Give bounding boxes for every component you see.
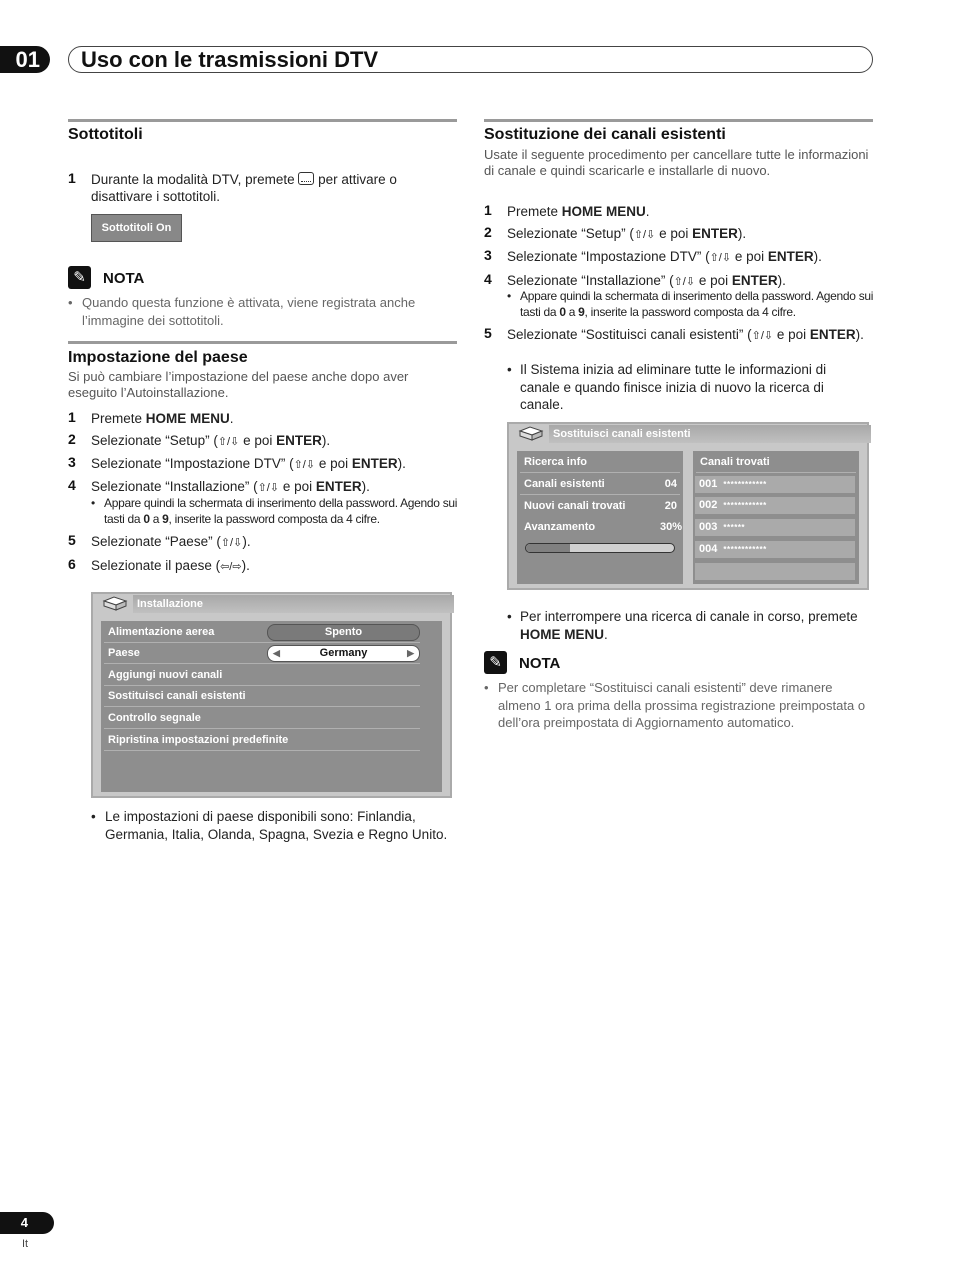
replace-heading: Sostituzione dei canali esistenti bbox=[484, 126, 726, 143]
channel-item: 002 ************ bbox=[695, 497, 855, 514]
note-label: NOTA bbox=[103, 270, 145, 287]
country-step-6: 6 Selezionate il paese (⇦/⇨). bbox=[68, 556, 250, 573]
arrow-right-icon[interactable]: ▶ bbox=[407, 648, 414, 658]
menu-row-aerial-power[interactable]: Alimentazione aerea bbox=[104, 622, 420, 643]
step-number: 2 bbox=[68, 431, 76, 447]
replace-step-1: 1 Premete HOME MENU. bbox=[484, 202, 650, 219]
search-info-panel bbox=[517, 451, 683, 584]
step-number: 1 bbox=[484, 202, 492, 218]
replace-intro: Usate il seguente procedimento per cancellare tutte le informazioni di canale e quindi scaricarle e installarle di nuovo. bbox=[484, 147, 869, 178]
menu-row-replace-channels[interactable]: Sostituisci canali esistenti bbox=[104, 686, 420, 707]
replace-step-2: 2 Selezionate “Setup” (⇧/⇩ e poi ENTER). bbox=[484, 224, 747, 241]
interrupt-bullet: • Per interrompere una ricerca di canale in corso, premete HOME MENU. bbox=[507, 609, 858, 642]
password-subnote: • Appare quindi la schermata di inserimento della password. Agendo sui tasti da 0 a 9, inserite la password composta da 4 cifre. bbox=[91, 496, 458, 526]
note-item: • Per completare “Sostituisci canali esistenti” deve rimanere almeno 1 ora prima della prossima registrazione preimpostata o dell’ora preimpostata di Aggiornamento automatico. bbox=[484, 680, 866, 730]
existing-channels-row: Canali esistenti 04 bbox=[520, 474, 680, 495]
arrow-left-icon[interactable]: ◀ bbox=[273, 648, 280, 658]
menu-row-country[interactable]: Paese bbox=[104, 643, 420, 664]
step-number: 3 bbox=[484, 247, 492, 263]
up-down-arrows-icon: ⇧/⇩ bbox=[257, 482, 280, 494]
country-selector[interactable] bbox=[267, 645, 420, 662]
step-text: Durante la modalità DTV, premete bbox=[91, 172, 299, 187]
step-number: 2 bbox=[484, 224, 492, 240]
found-channels-panel bbox=[693, 451, 859, 584]
up-down-arrows-icon: ⇧/⇩ bbox=[709, 252, 732, 264]
screen-title: Sostituisci canali esistenti bbox=[549, 425, 871, 443]
menu-row-signal-check[interactable]: Controllo segnale bbox=[104, 708, 420, 729]
note-pencil-icon: ✎ bbox=[68, 266, 91, 289]
up-down-arrows-icon: ⇧/⇩ bbox=[220, 537, 243, 549]
step-number: 4 bbox=[484, 271, 492, 287]
step-number: 5 bbox=[484, 325, 492, 341]
section-rule bbox=[484, 119, 873, 122]
step-number: 5 bbox=[68, 532, 76, 548]
replace-step-4: 4 Selezionate “Installazione” (⇧/⇩ e poi ENTER). bbox=[484, 271, 786, 288]
subtitles-on-osd: Sottotitoli On bbox=[91, 214, 182, 242]
channel-item: 003 ****** bbox=[695, 519, 855, 536]
up-down-arrows-icon: ⇧/⇩ bbox=[751, 330, 774, 342]
replace-step-5-bullet: • Il Sistema inizia ad eliminare tutte le informazioni di canale e quando finisce inizia di nuovo la ricerca di canale. bbox=[507, 362, 827, 412]
language-code: It bbox=[22, 1238, 29, 1250]
step-number: 1 bbox=[68, 409, 76, 425]
menu-row-reset-defaults[interactable]: Ripristina impostazioni predefinite bbox=[104, 730, 420, 751]
tv-icon bbox=[518, 426, 544, 442]
password-subnote: • Appare quindi la schermata di inserimento della password. Agendo sui tasti da 0 a 9, inserite la password composta da 4 cifre. bbox=[507, 289, 874, 319]
left-right-arrows-icon: ⇦/⇨ bbox=[220, 561, 242, 573]
country-list-bullet: • Le impostazioni di paese disponibili sono: Finlandia, Germania, Italia, Olanda, Spagna, Svezia e Regno Unito. bbox=[91, 809, 448, 842]
settings-panel bbox=[101, 621, 442, 792]
subtitles-heading: Sottotitoli bbox=[68, 126, 143, 143]
up-down-arrows-icon: ⇧/⇩ bbox=[673, 276, 696, 288]
chapter-number: 01 bbox=[0, 46, 50, 73]
note-item: • Quando questa funzione è attivata, viene registrata anche l’immagine dei sottotitoli. bbox=[68, 295, 416, 328]
step-number: 4 bbox=[68, 477, 76, 493]
chapter-title: Uso con le trasmissioni DTV bbox=[68, 46, 873, 73]
replace-step-3: 3 Selezionate “Impostazione DTV” (⇧/⇩ e poi ENTER). bbox=[484, 247, 822, 264]
step-number: 1 bbox=[68, 170, 76, 186]
replace-step-5: 5 Selezionate “Sostituisci canali esistenti” (⇧/⇩ e poi ENTER). bbox=[484, 325, 864, 342]
subtitles-step-1 bbox=[68, 171, 448, 205]
up-down-arrows-icon: ⇧/⇩ bbox=[293, 459, 316, 471]
country-step-5: 5 Selezionate “Paese” (⇧/⇩). bbox=[68, 532, 251, 549]
country-step-2: 2 Selezionate “Setup” (⇧/⇩ e poi ENTER). bbox=[68, 431, 331, 448]
menu-row-add-channels[interactable]: Aggiungi nuovi canali bbox=[104, 665, 420, 686]
progress-bar bbox=[525, 543, 675, 553]
search-info-title: Ricerca info bbox=[520, 452, 680, 473]
note-pencil-icon: ✎ bbox=[484, 651, 507, 674]
channel-item: 001 ************ bbox=[695, 476, 855, 493]
up-down-arrows-icon: ⇧/⇩ bbox=[217, 436, 240, 448]
section-rule bbox=[68, 119, 457, 122]
channel-item: 004 ************ bbox=[695, 541, 855, 558]
found-channels-title: Canali trovati bbox=[696, 452, 856, 473]
progress-fill bbox=[526, 544, 570, 552]
country-step-3: 3 Selezionate “Impostazione DTV” (⇧/⇩ e poi ENTER). bbox=[68, 454, 406, 471]
replace-channels-screen bbox=[507, 422, 869, 590]
country-heading: Impostazione del paese bbox=[68, 349, 248, 366]
step-number: 3 bbox=[68, 454, 76, 470]
country-value: Germany bbox=[319, 647, 368, 659]
note-label: NOTA bbox=[519, 655, 561, 672]
page-number: 4 bbox=[0, 1212, 54, 1234]
section-rule bbox=[68, 341, 457, 344]
up-down-arrows-icon: ⇧/⇩ bbox=[633, 229, 656, 241]
channel-item-empty bbox=[695, 563, 855, 580]
screen-title: Installazione bbox=[133, 595, 454, 613]
tv-icon bbox=[102, 596, 128, 612]
country-step-1: 1 Premete HOME MENU. bbox=[68, 409, 234, 426]
step-number: 6 bbox=[68, 556, 76, 572]
step-text: per attivare o disattivare i sottotitoli. bbox=[91, 172, 397, 204]
new-channels-row: Nuovi canali trovati 20 bbox=[524, 500, 677, 512]
aerial-power-value[interactable]: Spento bbox=[267, 624, 420, 641]
installazione-screen bbox=[91, 592, 452, 798]
country-intro: Si può cambiare l’impostazione del paese anche dopo aver eseguito l’Autoinstallazione. bbox=[68, 369, 409, 400]
progress-row: Avanzamento 30% bbox=[524, 521, 682, 533]
country-step-4: 4 Selezionate “Installazione” (⇧/⇩ e poi ENTER). bbox=[68, 477, 370, 494]
subtitle-button-icon bbox=[298, 172, 314, 185]
